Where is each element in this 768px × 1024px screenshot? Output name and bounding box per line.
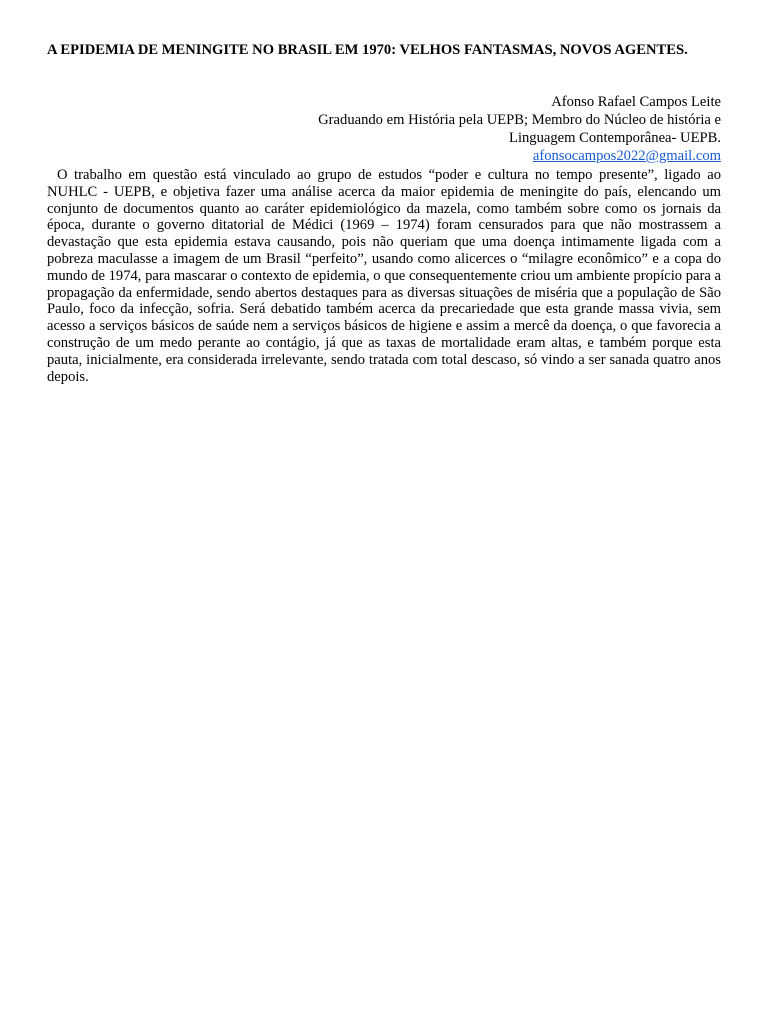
abstract-paragraph: O trabalho em questão está vinculado ao grupo de estudos “poder e cultura no tempo presente”, ligado ao NUHLC - UEPB, e objetiva fazer uma análise acerca da maior epidemia de meningite do país, elencando um conjunto de documentos quanto ao caráter epidemiológico da mazela, como também sobre como os jornais da época, durante o governo ditatorial de Médici (1969 – 1974) foram censurados para que não mostrassem a devastação que esta epidemia estava causando, pois não queriam que uma doença intimamente ligada com a pobreza maculasse a imagem de um Brasil “perfeito”, usando como alicerces o “milagre econômico” e a copa do mundo de 1974, para mascarar o contexto de epidemia, o que consequentemente criou um ambiente propício para a propagação da enfermidade, sendo abertos destaques para as diversas situações de miséria que a população de São Paulo, foco da infecção, sofria. Será debatido também acerca da precariedade que esta grande massa vivia, sem acesso a serviços básicos de saúde nem a serviços básicos de higiene e assim a mercê da doença, o que favorecia a construção de um medo perante ao contágio, já que as taxas de mortalidade eram altas, e também porque esta pauta, inicialmente, era considerada irrelevante, sendo tratada com total descaso, só vindo a ser sanada quatro anos depois. — [47, 167, 721, 385]
document-title: A EPIDEMIA DE MENINGITE NO BRASIL EM 1970: VELHOS FANTASMAS, NOVOS AGENTES. — [47, 42, 688, 58]
author-block — [47, 93, 721, 165]
author-email-link[interactable]: afonsocampos2022@gmail.com — [532, 148, 721, 164]
author-name: Afonso Rafael Campos Leite — [551, 94, 721, 110]
author-affiliation-line2: Linguagem Contemporânea- UEPB. — [509, 130, 721, 146]
document-page — [47, 41, 721, 400]
author-affiliation-line1: Graduando em História pela UEPB; Membro do Núcleo de história e — [318, 112, 721, 128]
author-email-row — [47, 147, 721, 165]
